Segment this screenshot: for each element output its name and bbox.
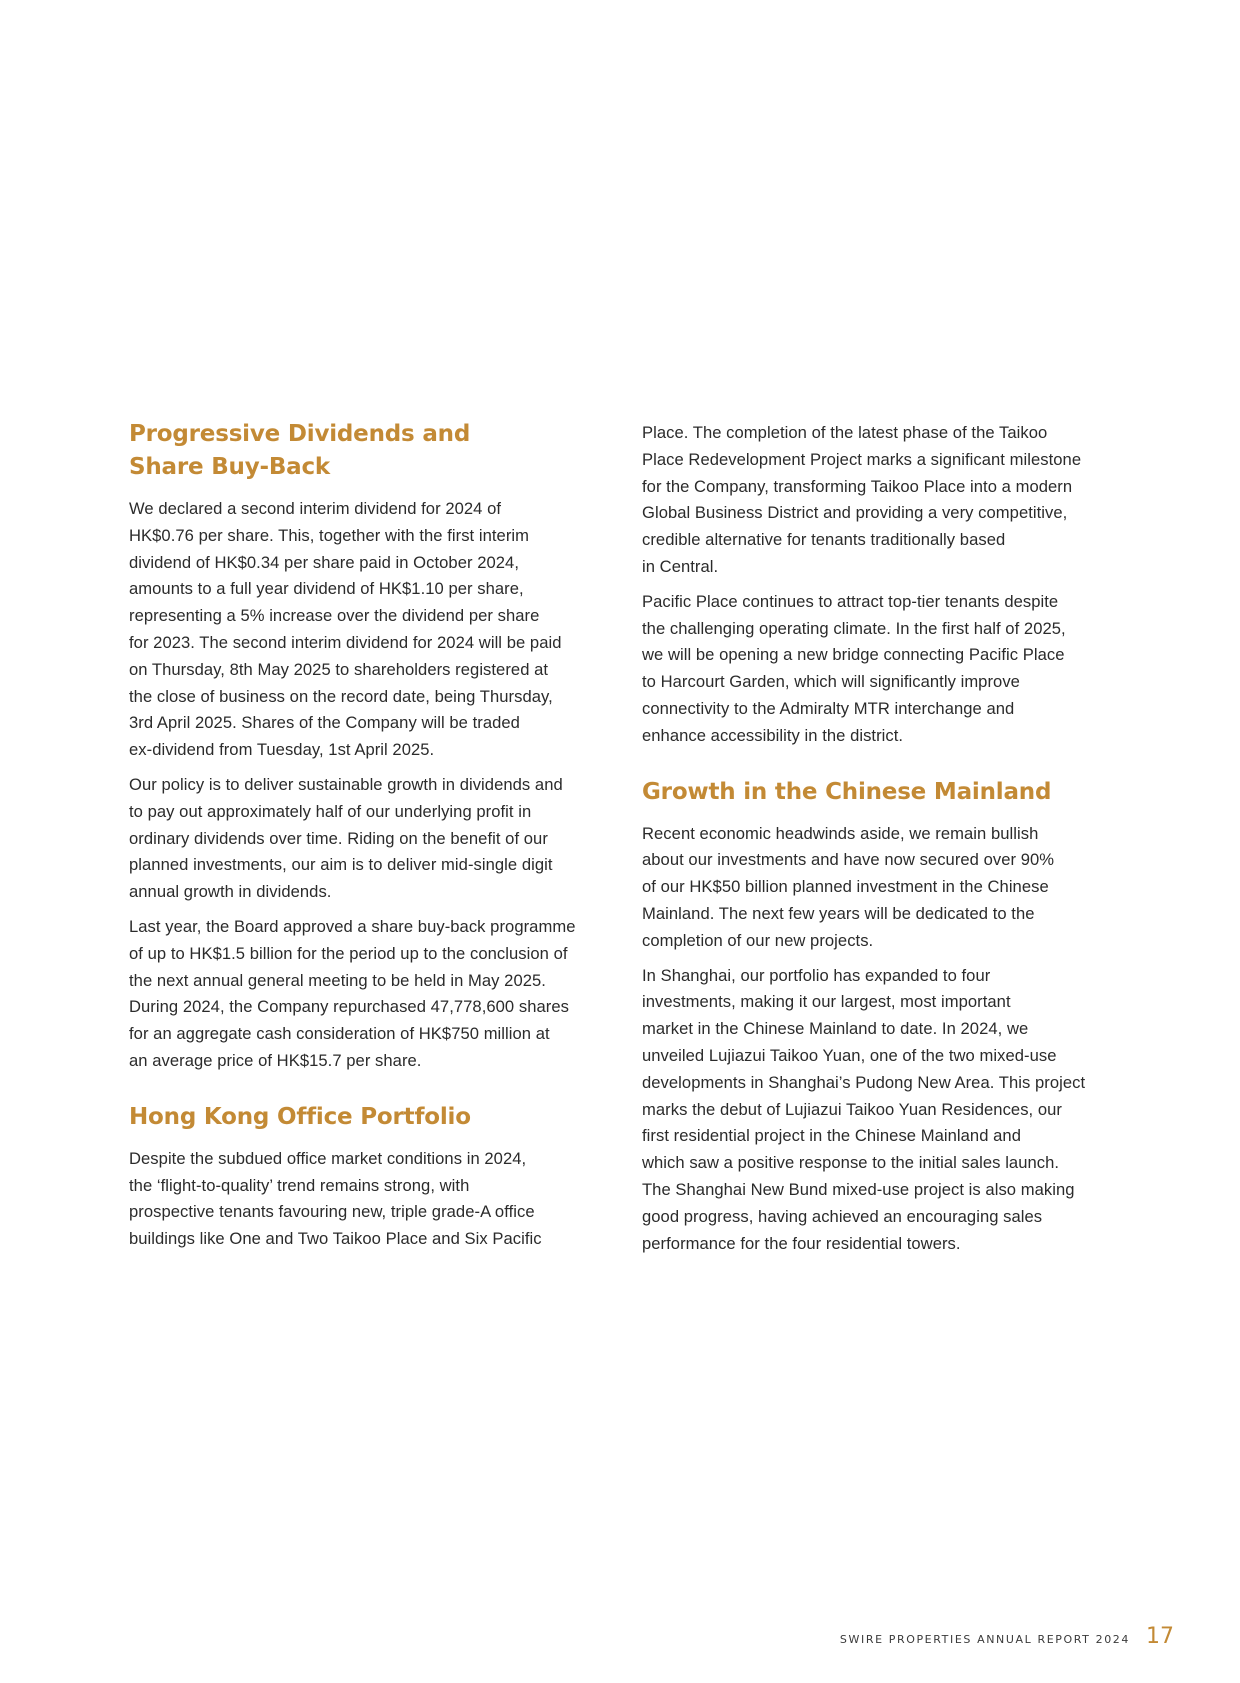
text-line: the ‘flight-to-quality’ trend remains strong, with — [129, 1175, 470, 1195]
text-line: good progress, having achieved an encouraging sales — [642, 1206, 1043, 1226]
body-paragraph — [642, 821, 1134, 955]
text-line: enhance accessibility in the district. — [642, 725, 904, 745]
text-line: we will be opening a new bridge connecting Pacific Place — [642, 645, 1065, 665]
text-line: the challenging operating climate. In the first half of 2025, — [642, 618, 1066, 638]
text-line: ordinary dividends over time. Riding on the benefit of our — [129, 828, 548, 848]
text-line: credible alternative for tenants traditionally based — [642, 530, 1006, 550]
text-line: which saw a positive response to the initial sales launch. — [642, 1153, 1060, 1173]
text-line: ex-dividend from Tuesday, 1st April 2025. — [129, 740, 435, 760]
text-line: Last year, the Board approved a share buy-back programme — [129, 916, 576, 936]
text-line: In Shanghai, our portfolio has expanded to four — [642, 965, 991, 985]
heading-line: Progressive Dividends and — [129, 421, 471, 447]
text-line: Place. The completion of the latest phase of the Taikoo — [642, 423, 1048, 442]
page-footer — [840, 1624, 1174, 1649]
text-line: for an aggregate cash consideration of HK$750 million at — [129, 1024, 550, 1044]
text-line: for the Company, transforming Taikoo Place into a modern — [642, 476, 1073, 496]
text-line: buildings like One and Two Taikoo Place and Six Pacific — [129, 1229, 542, 1249]
text-line: Global Business District and providing a very competitive, — [642, 503, 1068, 523]
body-paragraph — [642, 589, 1134, 750]
text-line: Despite the subdued office market conditions in 2024, — [129, 1148, 527, 1168]
text-line: to pay out approximately half of our underlying profit in — [129, 801, 532, 821]
footer-report-title: SWIRE PROPERTIES ANNUAL REPORT 2024 — [839, 1633, 1130, 1646]
text-line: Pacific Place continues to attract top-tier tenants despite — [642, 591, 1059, 611]
text-line: prospective tenants favouring new, triple grade-A office — [129, 1202, 535, 1222]
text-line: of our HK$50 billion planned investment in the Chinese — [642, 877, 1049, 897]
text-line: Our policy is to deliver sustainable growth in dividends and — [129, 774, 563, 794]
heading-line: Hong Kong Office Portfolio — [129, 1103, 471, 1130]
text-line: first residential project in the Chinese Mainland and — [642, 1126, 1021, 1146]
text-line: connectivity to the Admiralty MTR interchange and — [642, 698, 1015, 718]
text-line: 3rd April 2025. Shares of the Company will be traded — [129, 713, 520, 733]
heading-hk-office — [129, 1101, 619, 1134]
text-line: the next annual general meeting to be held in May 2025. — [129, 970, 546, 990]
text-line: completion of our new projects. — [642, 930, 874, 950]
left-column — [129, 418, 619, 1261]
text-line: for 2023. The second interim dividend for 2024 will be paid — [129, 632, 562, 652]
text-line: of up to HK$1.5 billion for the period up to the conclusion of — [129, 943, 568, 963]
page-number: 17 — [1146, 1624, 1174, 1649]
body-paragraph — [129, 772, 619, 906]
text-line: investments, making it our largest, most important — [642, 992, 1011, 1012]
text-line: unveiled Lujiazui Taikoo Yuan, one of the two mixed-use — [642, 1045, 1057, 1065]
body-paragraph — [129, 1146, 619, 1253]
text-line: Recent economic headwinds aside, we remain bullish — [642, 823, 1039, 843]
heading-mainland — [642, 776, 1134, 809]
text-line: an average price of HK$15.7 per share. — [129, 1050, 422, 1070]
hk-office-body — [129, 1146, 619, 1253]
text-line: The Shanghai New Bund mixed-use project is also making — [642, 1179, 1075, 1199]
body-paragraph — [129, 496, 619, 764]
text-line: to Harcourt Garden, which will significantly improve — [642, 672, 1020, 692]
hk-office-continued-body — [642, 420, 1134, 750]
text-line: Place Redevelopment Project marks a significant milestone — [642, 449, 1082, 469]
text-line: performance for the four residential towers. — [642, 1233, 961, 1253]
text-line: We declared a second interim dividend for 2024 of — [129, 499, 502, 518]
text-line: planned investments, our aim is to deliver mid-single digit — [129, 855, 553, 875]
text-line: Mainland. The next few years will be dedicated to the — [642, 903, 1035, 923]
text-line: in Central. — [642, 556, 719, 576]
dividends-body — [129, 496, 619, 1075]
body-paragraph — [642, 420, 1134, 581]
heading-dividends — [129, 418, 619, 484]
text-line: annual growth in dividends. — [129, 882, 332, 902]
body-paragraph — [642, 963, 1134, 1258]
text-line: dividend of HK$0.34 per share paid in October 2024, — [129, 552, 519, 572]
text-line: During 2024, the Company repurchased 47,778,600 shares — [129, 997, 569, 1017]
right-column — [642, 420, 1134, 1265]
text-line: on Thursday, 8th May 2025 to shareholders registered at — [129, 659, 549, 679]
body-paragraph — [129, 914, 619, 1075]
heading-line: Share Buy-Back — [129, 454, 331, 480]
text-line: market in the Chinese Mainland to date. In 2024, we — [642, 1019, 1029, 1039]
heading-line: Growth in the Chinese Mainland — [642, 778, 1052, 805]
text-line: representing a 5% increase over the dividend per share — [129, 606, 540, 626]
text-line: amounts to a full year dividend of HK$1.10 per share, — [129, 579, 524, 599]
text-line: HK$0.76 per share. This, together with the first interim — [129, 525, 530, 545]
text-line: the close of business on the record date, being Thursday, — [129, 686, 553, 706]
text-line: developments in Shanghai’s Pudong New Area. This project — [642, 1072, 1086, 1092]
mainland-body — [642, 821, 1134, 1258]
text-line: marks the debut of Lujiazui Taikoo Yuan Residences, our — [642, 1099, 1063, 1119]
text-line: about our investments and have now secured over 90% — [642, 850, 1055, 870]
